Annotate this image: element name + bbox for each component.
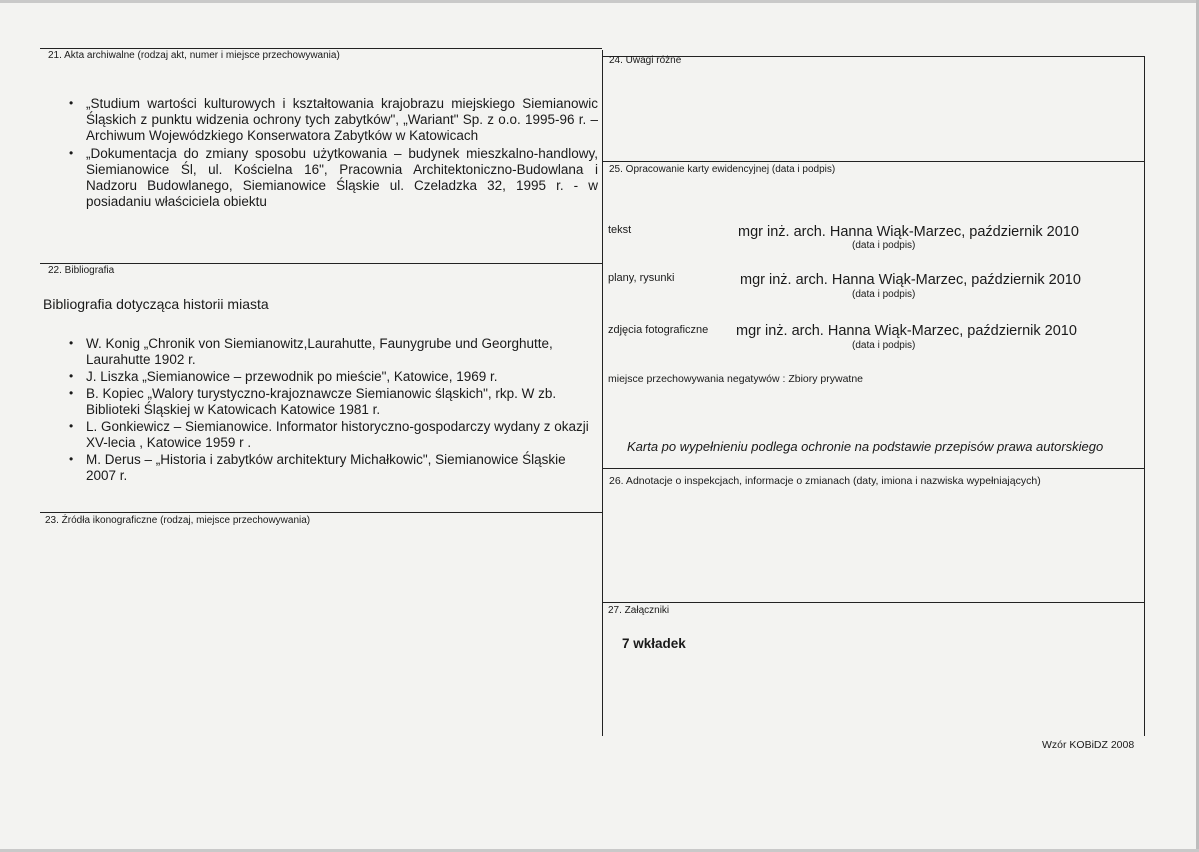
bibliography-item-5: M. Derus – „Historia i zabytków architektury Michałkowic", Siemianowice Śląskie 2007 r. bbox=[86, 452, 566, 483]
divider-24-top bbox=[602, 56, 1144, 57]
divider-26-top bbox=[602, 468, 1144, 469]
divider-27-top bbox=[602, 602, 1144, 603]
list-item bbox=[43, 96, 598, 144]
form-version: Wzór KOBiDZ 2008 bbox=[1042, 739, 1135, 751]
divider-25-top bbox=[602, 161, 1144, 162]
row-sub-zdjecia: (data i podpis) bbox=[852, 340, 916, 351]
divider-22-top bbox=[40, 263, 602, 264]
row-sub-plany: (data i podpis) bbox=[852, 289, 916, 300]
row-label-plany: plany, rysunki bbox=[608, 272, 675, 284]
attachments-value: 7 wkładek bbox=[622, 636, 686, 651]
section-21-header: 21. Akta archiwalne (rodzaj akt, numer i miejsce przechowywania) bbox=[48, 50, 340, 61]
bibliography-item-3: B. Kopiec „Walory turystyczno-krajoznawcze Siemianowic śląskich", rkp. W zb. Biblioteki Śląskiej w Katowicach Katowice 1981 r. bbox=[86, 386, 557, 417]
bullet-icon: • bbox=[69, 336, 74, 350]
list-item bbox=[43, 452, 598, 484]
bibliography-item-2: J. Liszka „Siemianowice – przewodnik po mieście", Katowice, 1969 r. bbox=[86, 369, 498, 384]
row-value-plany: mgr inż. arch. Hanna Wiąk-Marzec, październik 2010 bbox=[740, 272, 1081, 288]
row-value-zdjecia: mgr inż. arch. Hanna Wiąk-Marzec, październik 2010 bbox=[736, 323, 1077, 339]
bullet-icon: • bbox=[69, 386, 74, 400]
section-23-header: 23. Źródła ikonograficzne (rodzaj, miejsce przechowywania) bbox=[45, 515, 311, 526]
bullet-icon: • bbox=[69, 419, 74, 433]
bibliography-item-1: W. Konig „Chronik von Siemianowitz,Laurahutte, Faunygrube und Georghutte, Laurahutte 1902 r. bbox=[86, 336, 553, 367]
section-27-header: 27. Załączniki bbox=[608, 605, 670, 616]
section-25-header: 25. Opracowanie karty ewidencyjnej (data i podpis) bbox=[609, 164, 836, 175]
section-26-header: 26. Adnotacje o inspekcjach, informacje o zmianach (daty, imiona i nazwiska wypełniających) bbox=[609, 475, 1041, 487]
list-item bbox=[43, 419, 598, 451]
bullet-icon: • bbox=[69, 369, 74, 383]
bibliography-list bbox=[43, 336, 598, 484]
divider-23-top bbox=[40, 512, 602, 513]
divider-21-top bbox=[40, 48, 602, 49]
bullet-icon: • bbox=[69, 146, 74, 160]
row-label-zdjecia: zdjęcia fotograficzne bbox=[608, 324, 709, 336]
right-border bbox=[1144, 56, 1145, 736]
column-divider bbox=[602, 50, 603, 736]
bullet-icon: • bbox=[69, 96, 74, 110]
row-sub-tekst: (data i podpis) bbox=[852, 240, 916, 251]
bibliography-item-4: L. Gonkiewicz – Siemianowice. Informator historyczno-gospodarczy wydany z okazji XV-lecia , Katowice 1959 r . bbox=[86, 419, 589, 450]
list-item bbox=[43, 386, 598, 418]
row-value-tekst: mgr inż. arch. Hanna Wiąk-Marzec, październik 2010 bbox=[738, 224, 1079, 240]
section-21-list bbox=[43, 96, 598, 210]
list-item bbox=[43, 369, 598, 385]
negatives-storage: miejsce przechowywania negatywów : Zbiory prywatne bbox=[608, 373, 864, 385]
bibliography-subtitle: Bibliografia dotycząca historii miasta bbox=[43, 296, 269, 312]
scan-edge-top bbox=[0, 0, 1199, 3]
row-label-tekst: tekst bbox=[608, 224, 632, 236]
copyright-note: Karta po wypełnieniu podlega ochronie na podstawie przepisów prawa autorskiego bbox=[627, 439, 1104, 454]
bullet-icon: • bbox=[69, 452, 74, 466]
section-24-header: 24. Uwagi różne bbox=[609, 55, 682, 66]
list-item bbox=[43, 336, 598, 368]
list-item bbox=[43, 146, 598, 210]
section-22-header: 22. Bibliografia bbox=[48, 265, 115, 276]
archive-item-2: „Dokumentacja do zmiany sposobu użytkowania – budynek mieszkalno-handlowy, Siemianowice Śl, ul. Kościelna 16", Pracownia Architektoniczno-Budowlana i Nadzoru Budowlanego, Siemianowice Śląskie ul. Czeladzka 32, 1995 r. - w posiadaniu właściciela obiektu bbox=[86, 146, 598, 209]
archive-item-1: „Studium wartości kulturowych i kształtowania krajobrazu miejskiego Siemianowic Śląskich z punktu widzenia ochrony tych zabytków", „Wariant" Sp. z o.o. 1995-96 r. – Archiwum Wojewódzkiego Konserwatora Zabytków w Katowicach bbox=[86, 96, 598, 143]
